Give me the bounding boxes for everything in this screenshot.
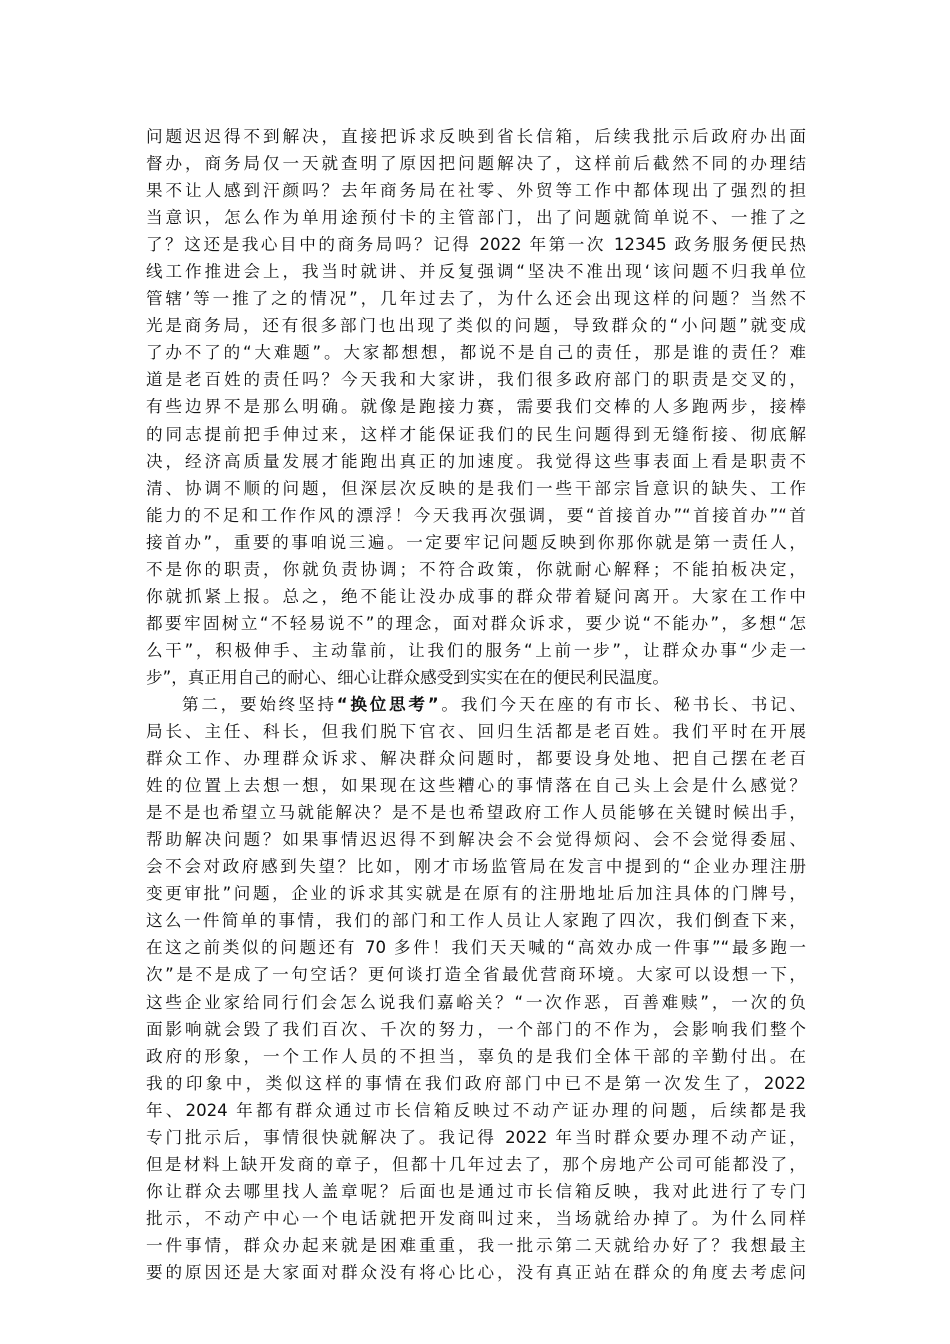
text-line: 我的印象中，类似这样的事情在我们政府部门中已不是第一次发生了，2022 xyxy=(146,1073,806,1093)
text-line: 的同志提前把手伸过来，这样才能保证我们的民生问题得到无缝衔接、彻底解 xyxy=(146,424,806,444)
text-line: 局长、主任、科长，但我们脱下官衣、回归生活都是老百姓。我们平时在开展 xyxy=(146,722,806,742)
text-line: 你就抓紧上报。总之，绝不能让没办成事的群众带着疑问离开。大家在工作中 xyxy=(146,586,806,606)
text-line: 专门批示后，事情很快就解决了。我记得 2022 年当时群众要办理不动产证， xyxy=(146,1127,806,1147)
text-line: 这么一件简单的事情，我们的部门和工作人员让人家跑了四次，我们倒查下来， xyxy=(146,911,806,931)
text-line: 了？这还是我心目中的商务局吗？记得 2022 年第一次 12345 政务服务便民热 xyxy=(146,235,806,255)
text-line: 会不会对政府感到失望？比如，刚才市场监管局在发言中提到的“企业办理注册 xyxy=(146,857,806,877)
paragraph-2-first-line xyxy=(146,691,806,718)
text-line: 你让群众去哪里找人盖章呢？后面也是通过市长信箱反映，我对此进行了专门 xyxy=(146,1181,806,1201)
text-line: 步”，真正用自己的耐心、细心让群众感受到实实在在的便民利民温度。 xyxy=(146,667,670,687)
text-line: 当意识，怎么作为单用途预付卡的主管部门，出了问题就简单说不、一推了之 xyxy=(146,208,806,228)
paragraph-2-first-rest: 。我们今天在座的有市长、秘书长、书记、 xyxy=(438,694,807,714)
emphasis-text: “换位思考” xyxy=(336,694,439,714)
text-line: 都要牢固树立“不轻易说不”的理念，面对群众诉求，要少说“不能办”，多想“怎 xyxy=(146,613,806,633)
paragraph-2-prefix: 第二，要始终坚持 xyxy=(182,694,337,714)
text-line: 要的原因还是大家面对群众没有将心比心，没有真正站在群众的角度去考虑问 xyxy=(146,1262,806,1282)
text-line: 能力的不足和工作作风的漂浮！今天我再次强调，要“首接首办”“首接首办”“首 xyxy=(146,505,806,525)
text-line: 姓的位置上去想一想，如果现在这些糟心的事情落在自己头上会是什么感觉？ xyxy=(146,776,806,796)
text-line: 么干”，积极伸手、主动靠前，让我们的服务“上前一步”，让群众办事“少走一 xyxy=(146,640,806,660)
text-line: 决，经济高质量发展才能跑出真正的加速度。我觉得这些事表面上看是职责不 xyxy=(146,451,806,471)
text-line: 面影响就会毁了我们百次、千次的努力，一个部门的不作为，会影响我们整个 xyxy=(146,1019,806,1039)
text-line: 政府的形象，一个工作人员的不担当，辜负的是我们全体干部的辛勤付出。在 xyxy=(146,1046,806,1066)
text-line: 问题迟迟得不到解决，直接把诉求反映到省长信箱，后续我批示后政府办出面 xyxy=(146,127,806,146)
text-line: 次”是不是成了一句空话？更何谈打造全省最优营商环境。大家可以设想一下， xyxy=(146,965,806,985)
text-line: 道是老百姓的责任吗？今天我和大家讲，我们很多政府部门的职责是交叉的， xyxy=(146,370,806,390)
text-line: 光是商务局，还有很多部门也出现了类似的问题，导致群众的“小问题”就变成 xyxy=(146,316,806,336)
body-text xyxy=(146,123,806,1286)
text-line: 变更审批”问题，企业的诉求其实就是在原有的注册地址后加注具体的门牌号， xyxy=(146,884,806,904)
text-line: 线工作推进会上，我当时就讲、并反复强调“坚决不准出现‘该问题不归我单位 xyxy=(146,262,806,282)
text-line: 年、2024 年都有群众通过市长信箱反映过不动产证办理的问题，后续都是我 xyxy=(146,1100,806,1120)
text-line: 但是材料上缺开发商的章子，但都十几年过去了，那个房地产公司可能都没了， xyxy=(146,1154,806,1174)
text-line: 一件事情，群众办起来就是困难重重，我一批示第二天就给办好了？我想最主 xyxy=(146,1235,806,1255)
text-line: 不是你的职责，你就负责协调；不符合政策，你就耐心解释；不能拍板决定， xyxy=(146,559,806,579)
text-line: 接首办”，重要的事咱说三遍。一定要牢记问题反映到你那你就是第一责任人， xyxy=(146,532,806,552)
text-line: 督办，商务局仅一天就查明了原因把问题解决了，这样前后截然不同的办理结 xyxy=(146,154,806,174)
text-line: 帮助解决问题？如果事情迟迟得不到解决会不会觉得烦闷、会不会觉得委屈、 xyxy=(146,830,806,850)
text-line: 这些企业家给同行们会怎么说我们嘉峪关？“一次作恶，百善难赎”，一次的负 xyxy=(146,992,806,1012)
text-line: 在这之前类似的问题还有 70 多件！我们天天喊的“高效办成一件事”“最多跑一 xyxy=(146,938,806,958)
text-line: 清、协调不顺的问题，但深层次反映的是我们一些干部宗旨意识的缺失、工作 xyxy=(146,478,806,498)
text-line: 群众工作、办理群众诉求、解决群众问题时，都要设身处地、把自己摆在老百 xyxy=(146,749,806,769)
text-line: 是不是也希望立马就能解决？是不是也希望政府工作人员能够在关键时候出手， xyxy=(146,803,806,823)
text-line: 批示，不动产中心一个电话就把开发商叫过来，当场就给办掉了。为什么同样 xyxy=(146,1208,806,1228)
text-line: 了办不了的“大难题”。大家都想想，都说不是自己的责任，那是谁的责任？难 xyxy=(146,343,806,363)
text-line: 有些边界不是那么明确。就像是跑接力赛，需要我们交棒的人多跑两步，接棒 xyxy=(146,397,806,417)
text-line: 果不让人感到汗颜吗？去年商务局在社零、外贸等工作中都体现出了强烈的担 xyxy=(146,181,806,201)
text-line: 管辖’等一推了之的情况”，几年过去了，为什么还会出现这样的问题？当然不 xyxy=(146,289,806,309)
